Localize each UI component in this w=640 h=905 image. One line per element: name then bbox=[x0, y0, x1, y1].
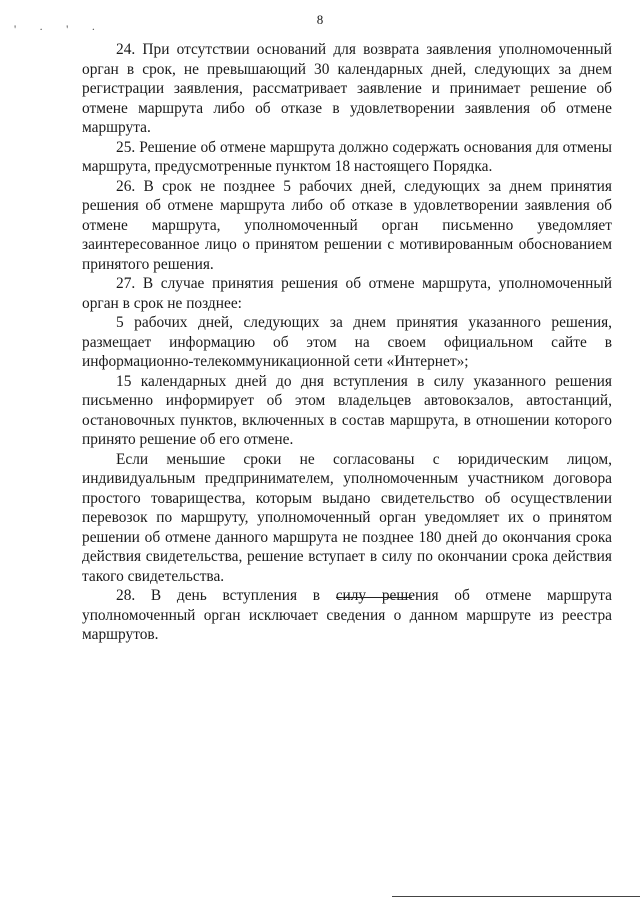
paragraph-27: 27. В случае принятия решения об отмене маршрута, уполномоченный орган в срок не позднее: bbox=[82, 275, 612, 312]
paragraph-27-item-2: 15 календарных дней до дня вступления в силу указанного решения письменно информирует об этом владельцев автовокзалов, автостанций, остановочных пунктов, включенных в состав маршрута, в отношении которого принято решение об его отмене. bbox=[82, 372, 612, 448]
scan-specks: ' · ' · bbox=[14, 22, 106, 36]
paragraph-25: 25. Решение об отмене маршрута должно содержать основания для отмены маршрута, предусмотренные пунктом 18 настоящего Порядка. bbox=[82, 138, 612, 175]
paragraph-27-exception: Если меньшие сроки не согласованы с юридическим лицом, индивидуальным предпринимателем, уполномоченным участником договора простого товарищества, которым выдано свидетельство об осуществлении перевозок по маршруту, уполномоченный орган уведомляет их о принятом решении об отмене данного маршрута не позднее 180 дней до окончания срока действия свидетельства, решение вступает в силу по окончании срока действия такого свидетельства. bbox=[82, 450, 612, 585]
page-number: 8 bbox=[316, 12, 324, 27]
paragraph-28: 28. В день вступления в силу решения об отмене маршрута уполномоченный орган исключает сведения о данном маршруте из реестра маршрутов. bbox=[82, 587, 612, 643]
bottom-edge-line bbox=[392, 896, 640, 897]
end-divider bbox=[336, 597, 412, 598]
paragraph-26: 26. В срок не позднее 5 рабочих дней, следующих за днем принятия решения об отмене маршрута либо об отказе в удовлетворении заявления об отмене маршрута, уполномоченный орган письменно уведомляет заинтересованное лицо о принятом решении с мотивированным обоснованием принятого решения. bbox=[82, 177, 612, 273]
paragraph-24: 24. При отсутствии оснований для возврата заявления уполномоченный орган в срок, не превышающий 30 календарных дней, следующих за днем регистрации заявления, рассматривает заявление и принимает решение об отмене маршрута либо об отказе в удовлетворении заявления об отмене маршрута. bbox=[82, 41, 612, 136]
paragraph-27-item-1: 5 рабочих дней, следующих за днем принятия указанного решения, размещает информацию об этом на своем официальном сайте в информационно-телекоммуникационной сети «Интернет»; bbox=[82, 314, 612, 370]
document-body bbox=[82, 40, 612, 645]
